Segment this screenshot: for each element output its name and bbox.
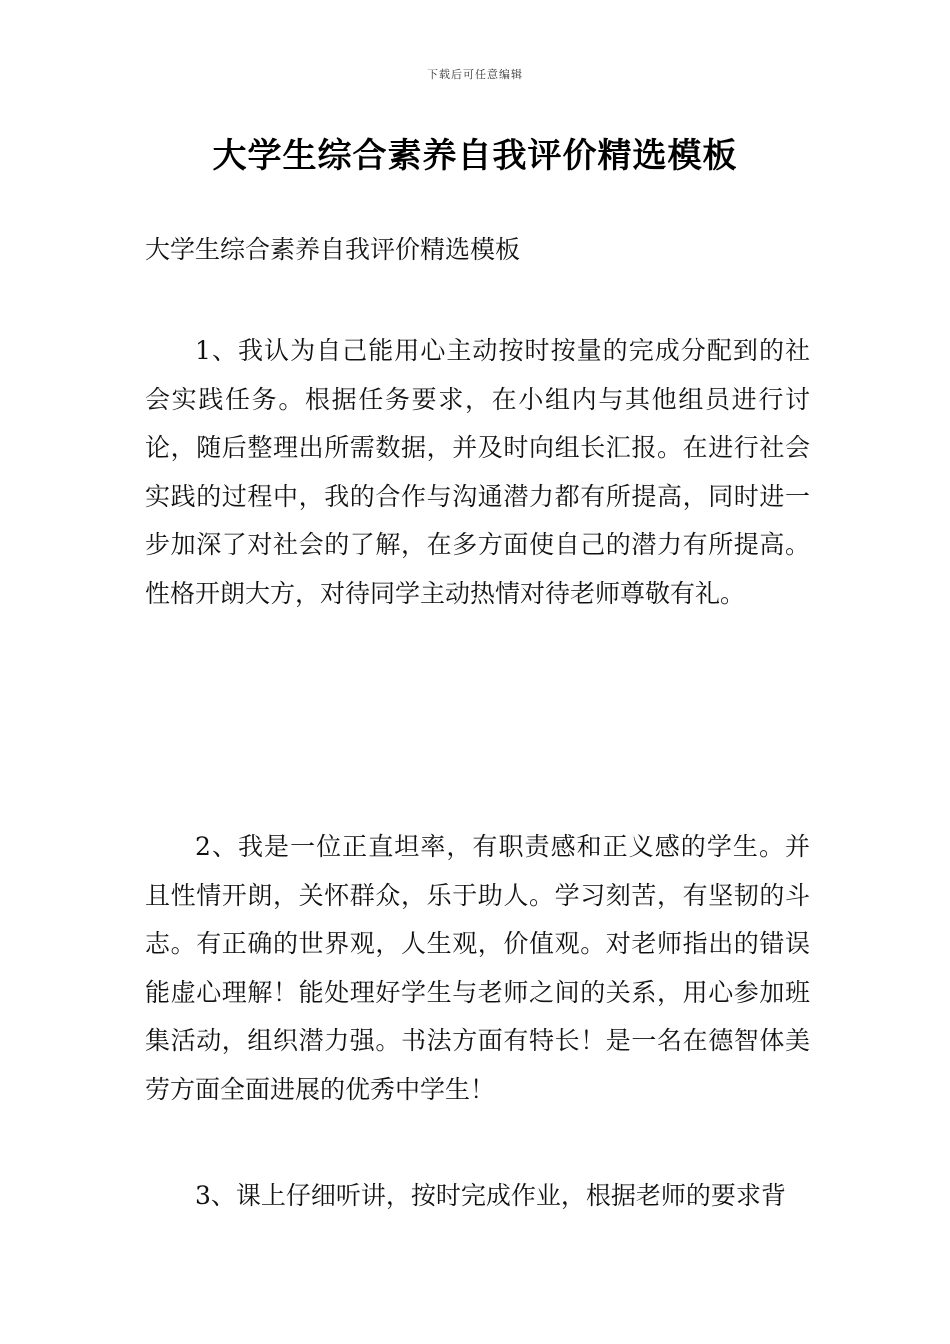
paragraph-1: 1、我认为自己能用心主动按时按量的完成分配到的社会实践任务。根据任务要求，在小组内与其他组员进行讨论，随后整理出所需数据，并及时向组长汇报。在进行社会实践的过程中，我的合作与沟通潜力都有所提高，同时进一步加深了对社会的了解，在多方面使自己的潜力有所提高。性格开朗大方，对待同学主动热情对待老师尊敬有礼。 [145,336,810,608]
document-title: 大学生综合素养自我评价精选模板 [212,136,738,176]
paragraph-2: 2、我是一位正直坦率，有职责感和正义感的学生。并且性情开朗，关怀群众，乐于助人。学习刻苦，有坚韧的斗志。有正确的世界观，人生观，价值观。对老师指出的错误能虚心理解！能处理好学生与老师之间的关系，用心参加班集活动，组织潜力强。书法方面有特长！是一名在德智体美劳方面全面进展的优秀中学生！ [145,832,810,1104]
paragraph-3: 3、课上仔细听讲，按时完成作业，根据老师的要求背 [195,1181,786,1210]
document-subtitle: 大学生综合素养自我评价精选模板 [145,235,521,264]
page-header-note: 下载后可任意编辑 [427,68,523,81]
